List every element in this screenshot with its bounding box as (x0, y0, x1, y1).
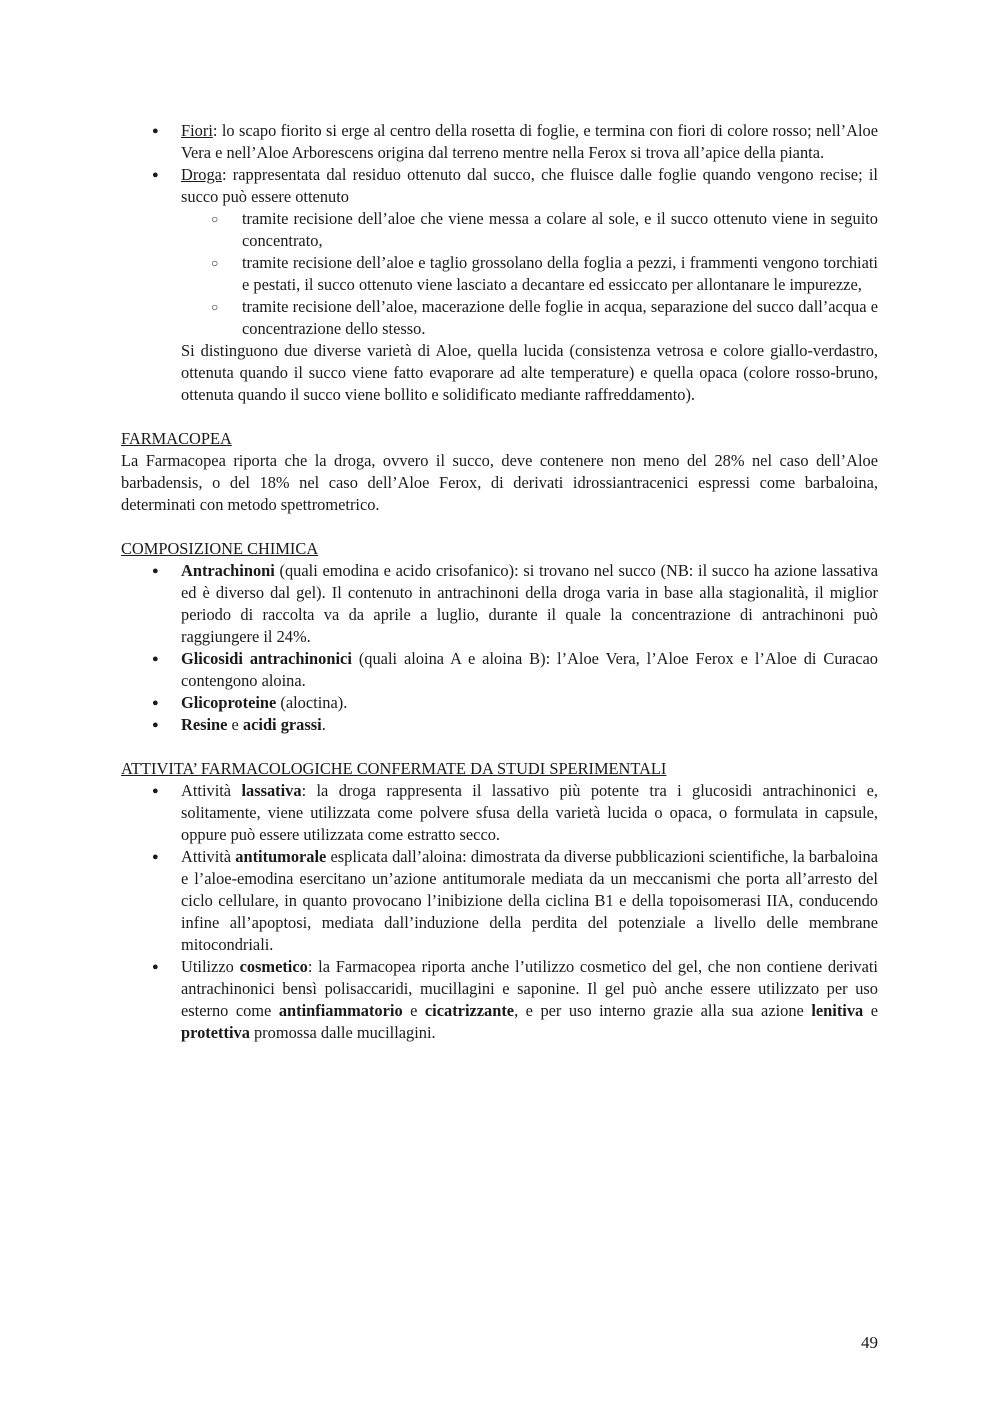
list-item-fiori (121, 120, 878, 164)
fiori-text: : lo scapo fiorito si erge al centro della rosetta di foglie, e termina con fiori di colore rosso; nell’Aloe Vera e nell’Aloe Arborescens origina dal terreno mentre nella Ferox si trova all’apice della pianta. (181, 121, 878, 162)
antrachinoni-text: (quali emodina e acido crisofanico): si trovano nel succo (NB: il succo ha azione lassativa ed è diverso dal gel). Il contenuto in antrachinoni della droga varia in base alla stagionalità, il miglior periodo di raccolta va da aprile a luglio, durante il quale la concentrazione di antrachinoni può raggiungere il 24%. (181, 561, 878, 646)
cosmetico-pre: Utilizzo (181, 957, 240, 976)
droga-sublist (121, 208, 878, 340)
antitumorale-pre: Attività (181, 847, 236, 866)
composizione-heading: COMPOSIZIONE CHIMICA (121, 539, 319, 558)
properties-list (121, 120, 878, 208)
sublist-item: ○ tramite recisione dell’aloe e taglio grossolano della foglia a pezzi, i frammenti vengono torchiati e pestati, il succo ottenuto viene lasciato a decantare ed essiccato per allontanare le impurezze, (121, 252, 878, 296)
lenitiva-term: lenitiva (811, 1001, 864, 1020)
composizione-list (121, 560, 878, 736)
glicosidi-term: Glicosidi antrachinonici (181, 649, 352, 668)
list-item-droga (121, 164, 878, 208)
attivita-list (121, 780, 878, 1044)
cicatrizzante-term: cicatrizzante (424, 1001, 515, 1020)
cosmetico-text-2: , e per uso interno grazie alla sua azione (514, 1001, 812, 1020)
lassativa-text: : la droga rappresenta il lassativo più potente tra i glucosidi antrachinonici e, solitamente, viene utilizzata come polvere sfusa della varietà lucida o opaca, o formulata in capsule, oppure può essere utilizzata come estratto secco. (181, 781, 878, 844)
acidi-grassi-term: acidi grassi (242, 715, 322, 734)
list-item-resine (121, 714, 878, 736)
droga-text: : rappresentata dal residuo ottenuto dal succo, che fluisce dalle foglie quando vengono recise; il succo può essere ottenuto (181, 165, 878, 206)
antinfiammatorio-term: antinfiammatorio (278, 1001, 403, 1020)
list-item-cosmetico (121, 956, 878, 1044)
glicosidi-text: (quali aloina A e aloina B): l’Aloe Vera, l’Aloe Ferox e l’Aloe di Curacao contengono aloina. (181, 649, 878, 690)
antitumorale-text: esplicata dall’aloina: dimostrata da diverse pubblicazioni scientifiche, la barbaloina e l’aloe-emodina esercitano un’azione antitumorale mediata da un meccanismi che porta all’arresto del ciclo cellulare, in quanto provocano l’inibizione della ciclina B1 e della topoisomerasi IIA, conducendo infine all’apoptosi, mediata dall’induzione della perdita del potenziale a livello delle membrane mitocondriali. (181, 847, 878, 954)
resine-term: Resine (181, 715, 228, 734)
lassativa-term: lassativa (241, 781, 302, 800)
farmacopea-paragraph: La Farmacopea riporta che la droga, ovvero il succo, deve contenere non meno del 28% nel caso dell’Aloe barbadensis, o del 18% nel caso dell’Aloe Ferox, di derivati idrossiantracenici espressi come barbaloina, determinati con metodo spettrometrico. (121, 451, 878, 514)
cosmetico-term: cosmetico (239, 957, 308, 976)
antrachinoni-term: Antrachinoni (181, 561, 275, 580)
resine-connector: e (227, 715, 243, 734)
list-item-lassativa (121, 780, 878, 846)
antitumorale-term: antitumorale (235, 847, 327, 866)
droga-label: Droga (181, 165, 222, 184)
cosmetico-connector-1: e (402, 1001, 425, 1020)
cosmetico-text-3: promossa dalle mucillagini. (249, 1023, 436, 1042)
droga-closing-paragraph: Si distinguono due diverse varietà di Aloe, quella lucida (consistenza vetrosa e colore giallo-verdastro, ottenuta quando il succo viene fatto evaporare ad alte temperature) e quella opaca (colore rosso-bruno, ottenuta quando il succo viene bollito e solidificato mediante raffreddamento). (181, 341, 878, 404)
protettiva-term: protettiva (181, 1023, 250, 1042)
list-item-antrachinoni (121, 560, 878, 648)
glicoproteine-text: (aloctina). (276, 693, 348, 712)
page-number: 49 (861, 1333, 878, 1352)
lassativa-pre: Attività (181, 781, 242, 800)
fiori-label: Fiori (181, 121, 213, 140)
farmacopea-heading: FARMACOPEA (121, 429, 232, 448)
cosmetico-connector-2: e (863, 1001, 878, 1020)
resine-end: . (321, 715, 326, 734)
sublist-item: ○ tramite recisione dell’aloe che viene messa a colare al sole, e il succo ottenuto viene in seguito concentrato, (121, 208, 878, 252)
attivita-heading: ATTIVITA’ FARMACOLOGICHE CONFERMATE DA STUDI SPERIMENTALI (121, 759, 667, 778)
document-page (121, 120, 878, 1044)
glicoproteine-term: Glicoproteine (181, 693, 277, 712)
list-item-antitumorale (121, 846, 878, 956)
sublist-item: ○ tramite recisione dell’aloe, macerazione delle foglie in acqua, separazione del succo dall’acqua e concentrazione dello stesso. (121, 296, 878, 340)
list-item-glicoproteine (121, 692, 878, 714)
list-item-glicosidi (121, 648, 878, 692)
cosmetico-text-1: : la Farmacopea riporta anche l’utilizzo cosmetico del gel, che non contiene derivati antrachinonici bensì polisaccaridi, mucillagini e saponine. Il gel può anche essere utilizzato per uso esterno come (181, 957, 878, 1020)
